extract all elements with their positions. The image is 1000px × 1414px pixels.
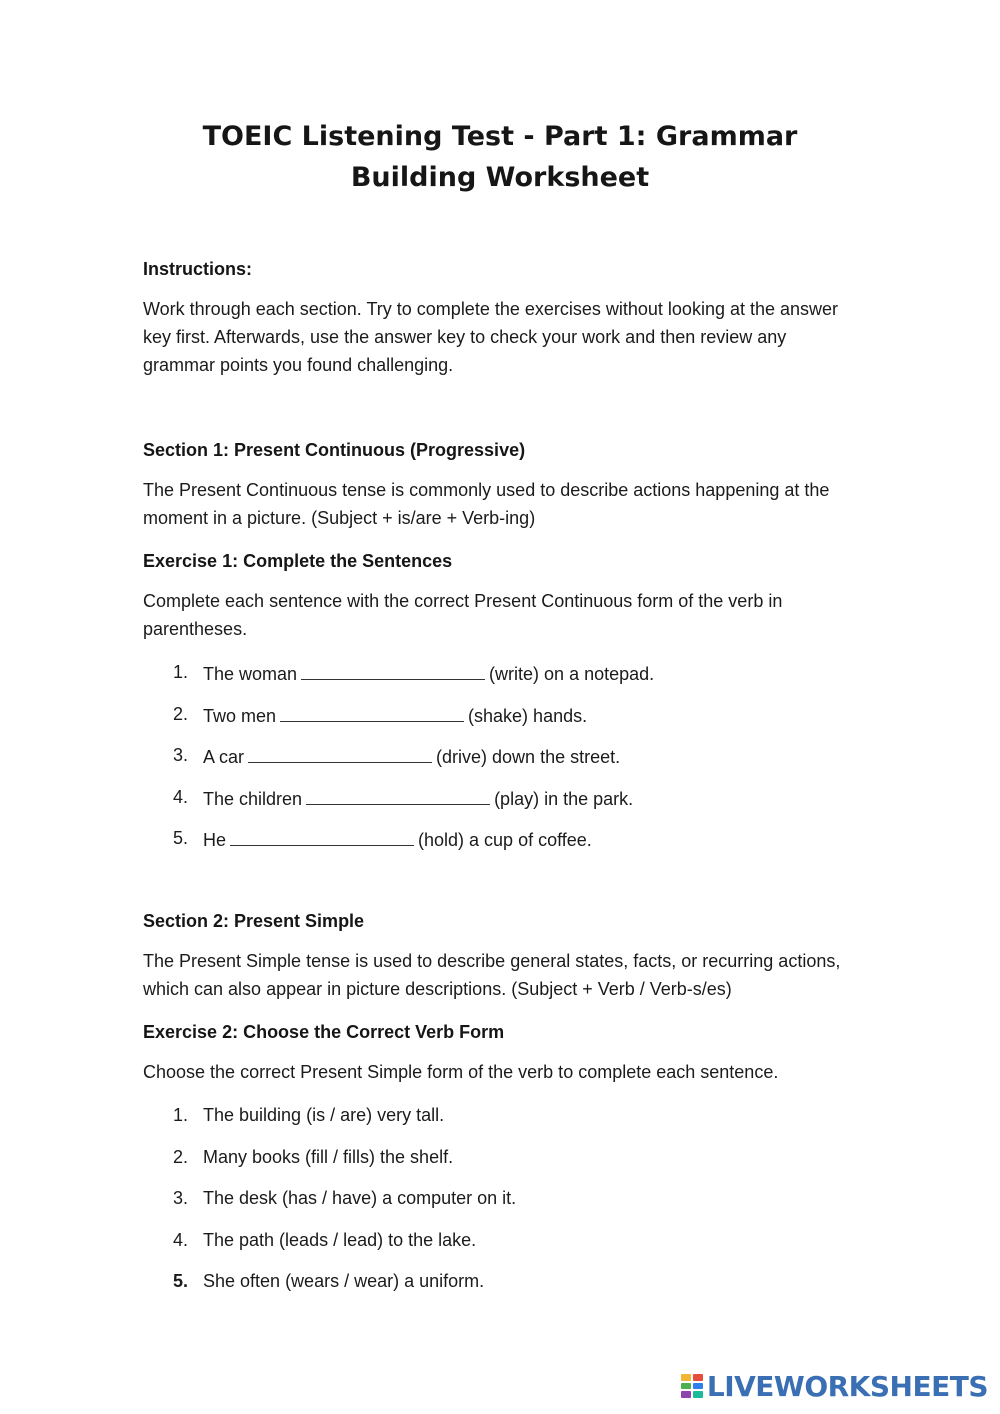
item-text: Many books (fill / fills) the shelf. bbox=[203, 1146, 454, 1167]
logo-mark-tile bbox=[693, 1391, 703, 1398]
list-item bbox=[143, 744, 863, 786]
sentence-start: The woman bbox=[203, 664, 298, 684]
section-2-description: The Present Simple tense is used to describe general states, facts, or recurring actions, which can also appear in picture descriptions. (Subject + Verb / Verb-s/es) bbox=[143, 951, 841, 999]
item-number: 3. bbox=[173, 745, 189, 765]
exercise-2-heading: Exercise 2: Choose the Correct Verb Form bbox=[143, 1022, 505, 1042]
item-number: 5. bbox=[173, 1271, 189, 1291]
answer-blank[interactable] bbox=[248, 744, 432, 763]
sentence-end: (play) in the park. bbox=[494, 788, 634, 809]
item-number: 5. bbox=[173, 828, 189, 848]
logo-mark-tile bbox=[693, 1374, 703, 1381]
item-number: 1. bbox=[173, 1105, 189, 1125]
answer-blank[interactable] bbox=[306, 786, 490, 805]
exercise-1-list bbox=[143, 661, 863, 869]
sentence-end: (drive) down the street. bbox=[436, 747, 621, 767]
sentence-start: A car bbox=[203, 747, 245, 767]
list-item bbox=[143, 1104, 863, 1146]
item-text: The building (is / are) very tall. bbox=[203, 1105, 445, 1125]
list-item bbox=[143, 703, 863, 745]
exercise-1-heading: Exercise 1: Complete the Sentences bbox=[143, 551, 453, 571]
item-number: 4. bbox=[173, 1229, 189, 1250]
logo-text: LIVEWORKSHEETS bbox=[706, 1369, 988, 1403]
section-2-heading: Section 2: Present Simple bbox=[143, 911, 365, 931]
sentence-start: The children bbox=[203, 788, 303, 809]
item-number: 4. bbox=[173, 786, 189, 807]
item-text: She often (wears / wear) a uniform. bbox=[203, 1271, 485, 1291]
section-1-description: The Present Continuous tense is commonly used to describe actions happening at the moment in a picture. (Subject + is/are + Verb-ing) bbox=[143, 480, 830, 528]
sentence-end: (hold) a cup of coffee. bbox=[418, 830, 592, 850]
exercise-2-instructions: Choose the correct Present Simple form of the verb to complete each sentence. bbox=[143, 1062, 779, 1082]
list-item bbox=[143, 1229, 863, 1271]
item-text: The desk (has / have) a computer on it. bbox=[203, 1188, 517, 1208]
answer-blank[interactable] bbox=[301, 661, 485, 680]
list-item bbox=[143, 827, 863, 869]
logo-mark-tile bbox=[681, 1383, 691, 1390]
item-number: 1. bbox=[173, 662, 189, 682]
exercise-2-list bbox=[143, 1104, 863, 1312]
sentence-start: Two men bbox=[203, 705, 277, 726]
page-title: TOEIC Listening Test - Part 1: Grammar Building Worksheet bbox=[202, 121, 798, 193]
answer-blank[interactable] bbox=[230, 827, 414, 846]
liveworksheets-logo bbox=[681, 1370, 988, 1402]
list-item bbox=[143, 1270, 863, 1312]
sentence-end: (shake) hands. bbox=[468, 705, 588, 726]
logo-mark-tile bbox=[681, 1391, 691, 1398]
item-number: 3. bbox=[173, 1188, 189, 1208]
item-number: 2. bbox=[173, 703, 189, 724]
sentence-start: He bbox=[203, 830, 227, 850]
list-item bbox=[143, 786, 863, 828]
item-text: The path (leads / lead) to the lake. bbox=[203, 1229, 477, 1250]
logo-mark-tile bbox=[681, 1374, 691, 1381]
logo-mark-icon bbox=[681, 1374, 703, 1398]
item-number: 2. bbox=[173, 1146, 189, 1167]
exercise-1-instructions: Complete each sentence with the correct Present Continuous form of the verb in parentheses. bbox=[143, 591, 783, 639]
section-1-heading: Section 1: Present Continuous (Progressive) bbox=[143, 440, 526, 460]
list-item bbox=[143, 1146, 863, 1188]
list-item bbox=[143, 1187, 863, 1229]
sentence-end: (write) on a notepad. bbox=[489, 664, 655, 684]
logo-mark-tile bbox=[693, 1383, 703, 1390]
list-item bbox=[143, 661, 863, 703]
instructions-heading: Instructions: bbox=[143, 259, 253, 279]
instructions-text: Work through each section. Try to complete the exercises without looking at the answer key first. Afterwards, use the answer key to check your work and then review any grammar points you found challenging. bbox=[143, 299, 839, 375]
answer-blank[interactable] bbox=[280, 703, 464, 722]
